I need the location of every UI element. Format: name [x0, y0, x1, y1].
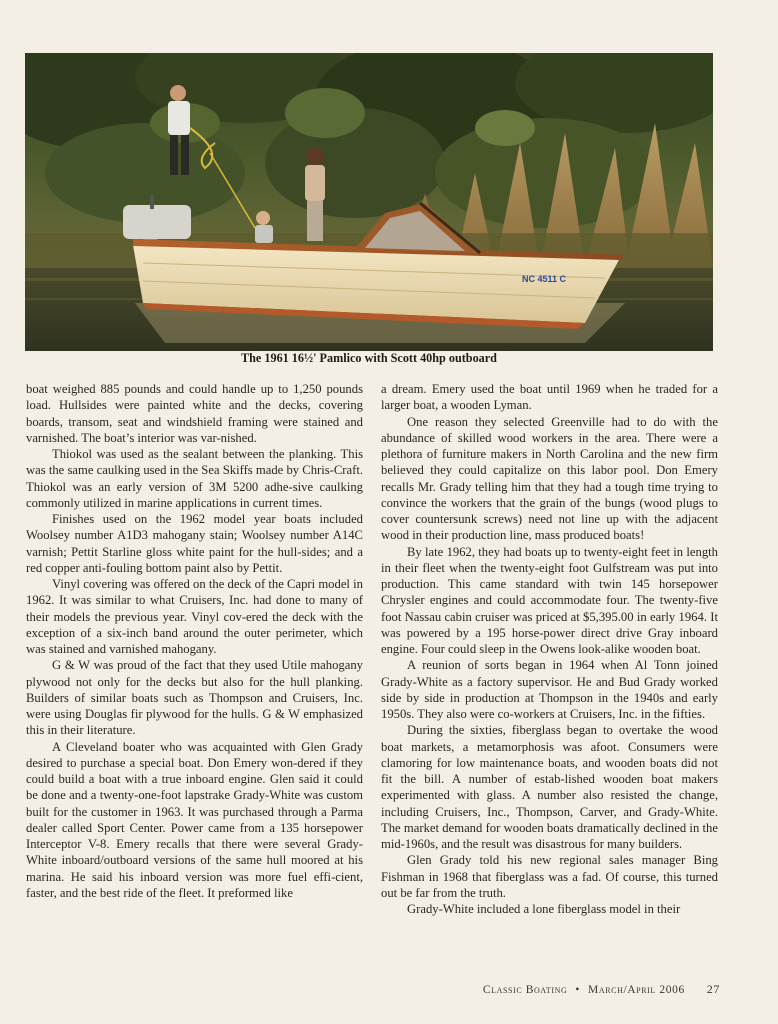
page-footer — [483, 982, 720, 997]
paragraph: One reason they selected Greenville had to do with the abundance of skilled wood workers in the area. There were a plethora of furniture makers in North Carolina and the new firm believed they could capitalize on this labor pool. Don Emery recalls Mr. Grady telling him that they had a tough time trying to convince the workers that the grain of the bungs (wood plugs to cover countersunk screws) need not line up with the adjacent wood in their production line, mass produced boats! — [381, 414, 718, 543]
registration-number: NC 4511 C — [522, 274, 567, 284]
bullet-separator: • — [575, 984, 581, 996]
issue-date: March/April 2006 — [588, 984, 685, 996]
left-column — [26, 381, 363, 901]
paragraph: Finishes used on the 1962 model year boats included Woolsey number A1D3 mahogany stain; Woolsey number A14C varnish; Pettit Starline gloss white paint for the hull-sides; and a red copper anti-fouling bottom paint also by Pettit. — [26, 512, 363, 575]
paragraph: Vinyl covering was offered on the deck of the Capri model in 1962. It was similar to what Cruisers, Inc. had done to many of their models the previous year. Vinyl cov-ered the deck with the exception of a six-inch band around the outer perimeter, which was stained and varnished mahogany. — [26, 577, 363, 656]
page-number: 27 — [706, 982, 720, 996]
paragraph: G & W was proud of the fact that they used Utile mahogany plywood not only for the decks but also for the hull planking. Builders of similar boats such as Thompson and Cruisers, Inc. were using Douglas fir plywood for the hulls. G & W emphasized this in their literature. — [26, 658, 363, 738]
paragraph: During the sixties, fiberglass began to overtake the wood boat markets, a metamorphosis was afoot. Consumers were clamoring for low maintenance boats, and wooden boats did not fit the bill. A number of estab-lished wooden boat makers experimented with glass. A number also resisted the change, including Cruisers, Inc., Thompson, Carver, and Grady-White. The market demand for wooden boats dramatically declined in the mid-1960s, and the result was disastrous for many builders. — [381, 723, 718, 851]
paragraph: Thiokol was used as the sealant between the planking. This was the same caulking used in the Sea Skiffs made by Chris-Craft. Thiokol was an early version of 3M 5200 adhe-sive caulking commonly utilized in marine applications in current times. — [26, 447, 363, 510]
paragraph: Glen Grady told his new regional sales manager Bing Fishman in 1968 that fiberglass was a fad. Of course, this turned out be far from the truth. — [381, 853, 718, 900]
boat-photo — [25, 53, 713, 351]
magazine-name: Classic Boating — [482, 984, 568, 996]
paragraph: A Cleveland boater who was acquainted with Glen Grady desired to purchase a special boat. Don Emery won-dered if they could build a boat with a true inboard engine. Glen said it could be done and a twenty-one-foot lapstrake Grady-White was custom built for the customer in 1963. It was purchased through a Parma dealer called Sport Center. Power came from a 135 horsepower Interceptor V-8. Emery recalls that there were several Grady-White inboard/outboard versions of the same hull moored at his marina. He said his inboard version was more fuel effi-cient, faster, and the best ride of the fleet. It preformed like — [26, 739, 363, 900]
paragraph: Grady-White included a lone fiberglass model in their — [407, 902, 681, 916]
paragraph: A reunion of sorts began in 1964 when Al Tonn joined Grady-White as a factory supervisor. He and Bud Grady worked side by side in production at Thompson in the 1940s and early 1950s. They also were co-workers at Cruisers, Inc. in the fifties. — [381, 658, 718, 721]
right-column — [381, 381, 718, 917]
paragraph: a dream. Emery used the boat until 1969 when he traded for a larger boat, a wooden Lyman. — [381, 382, 718, 413]
paragraph: By late 1962, they had boats up to twenty-eight feet in length in their fleet when the twenty-eight foot Gulfstream was put into production. This came standard with twin 145 horsepower Chrysler engines and could accommodate four. The twenty-five foot Nassau cabin cruiser was priced at $5,395.00 in early 1964. It was powered by a 195 horse-power direct drive Gray inboard engine. Four could sleep in the Owens look-alike wooden boat. — [381, 544, 718, 656]
paragraph: boat weighed 885 pounds and could handle up to 1,250 pounds load. Hullsides were painted white and the decks, covering boards, transom, seat and windshield framing were stained and varnished. The boat’s interior was var-nished. — [26, 382, 363, 445]
photo-caption: The 1961 16½' Pamlico with Scott 40hp outboard — [241, 351, 497, 365]
